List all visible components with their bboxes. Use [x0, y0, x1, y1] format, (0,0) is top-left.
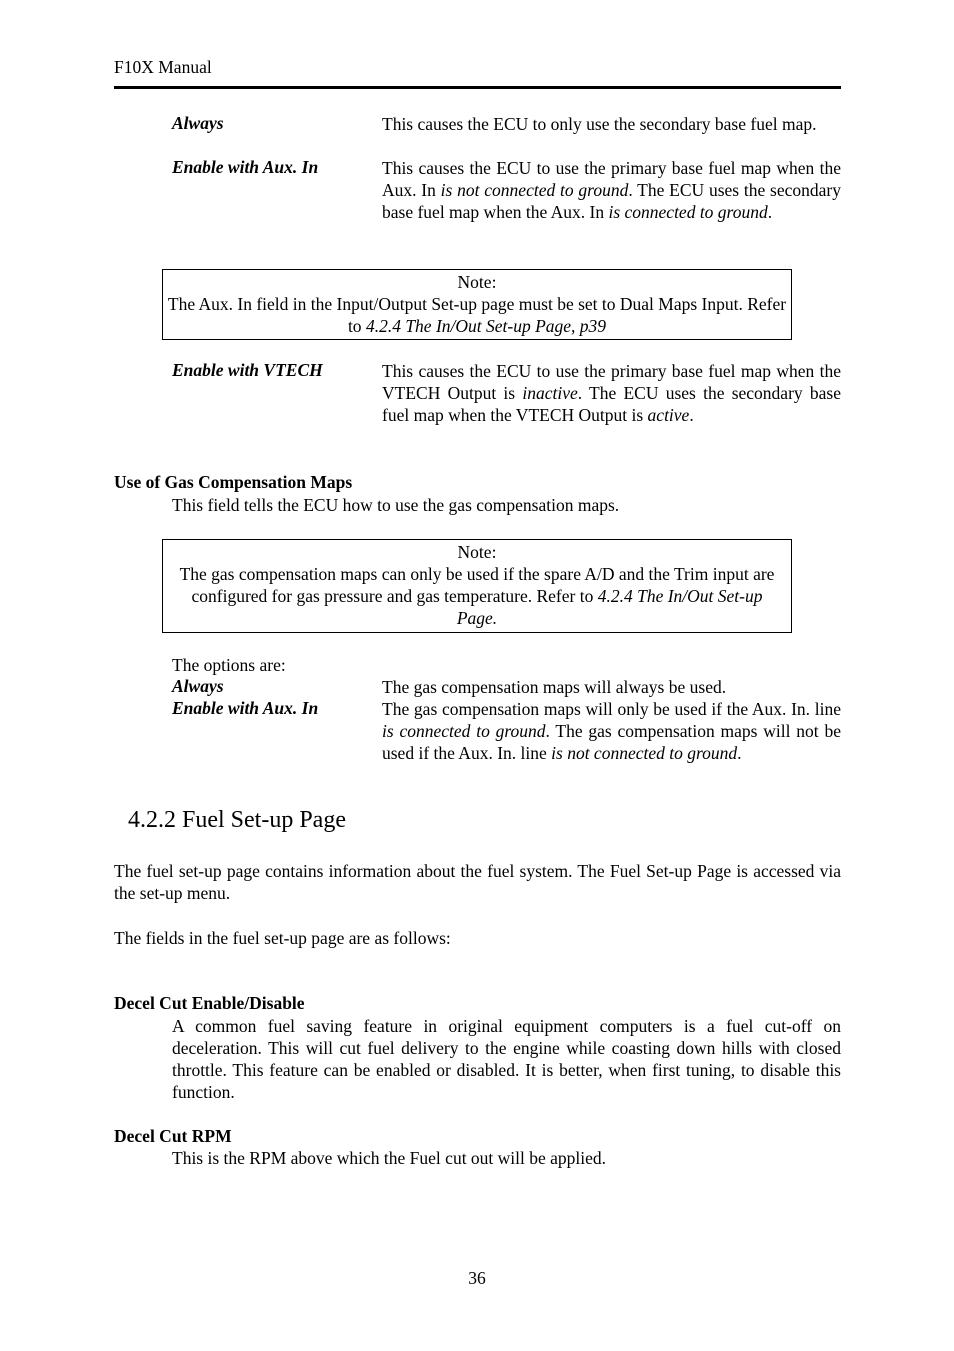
note-label: Note: [457, 542, 497, 562]
option-desc-always: The gas compensation maps will always be used. [382, 677, 727, 697]
term-enable-aux: Enable with Aux. In [172, 157, 319, 177]
header-rule [114, 86, 841, 89]
gas-intro: This field tells the ECU how to use the gas compensation maps. [172, 495, 620, 515]
decel-cut-heading: Decel Cut Enable/Disable [114, 993, 305, 1013]
note-text: The Aux. In field in the Input/Output Set-up page must be set to Dual Maps Input. Refer to 4.2.4 The In/Out Set-up Page, p39 [167, 294, 787, 336]
decel-cut-text: A common fuel saving feature in original equipment computers is a fuel cut-off on deceleration. This will cut fuel delivery to the engine while coasting down hills with closed throttle. This feature can be enabled or disabled. It is better, when first tuning, to disable this function. [172, 1016, 841, 1102]
note-label: Note: [457, 272, 497, 292]
decel-rpm-text: This is the RPM above which the Fuel cut out will be applied. [172, 1148, 607, 1168]
gas-heading: Use of Gas Compensation Maps [114, 472, 353, 492]
desc-enable-aux: This causes the ECU to use the primary base fuel map when the Aux. In is not connected to ground. The ECU uses the secondary base fuel map when the Aux. In is connected to ground. [382, 158, 841, 222]
running-header: F10X Manual [114, 57, 212, 77]
option-desc-enable-aux: The gas compensation maps will only be used if the Aux. In. line is connected to ground. The gas compensation maps will not be used if the Aux. In. line is not connected to ground. [382, 699, 841, 763]
desc-always: This causes the ECU to only use the secondary base fuel map. [382, 114, 817, 134]
section-title: 4.2.2 Fuel Set-up Page [128, 807, 346, 833]
option-term-enable-aux: Enable with Aux. In [172, 698, 319, 718]
note-box-gas [162, 539, 792, 633]
term-enable-vtech: Enable with VTECH [172, 360, 323, 380]
options-intro: The options are: [172, 655, 286, 675]
option-term-always: Always [172, 676, 224, 696]
desc-enable-vtech: This causes the ECU to use the primary base fuel map when the VTECH Output is inactive. The ECU uses the secondary base fuel map when the VTECH Output is active. [382, 361, 841, 425]
decel-rpm-heading: Decel Cut RPM [114, 1126, 232, 1146]
section-para-1: The fuel set-up page contains information about the fuel system. The Fuel Set-up Page is accessed via the set-up menu. [114, 861, 841, 903]
term-always: Always [172, 113, 224, 133]
note-box-aux [162, 269, 792, 340]
note-text: The gas compensation maps can only be used if the spare A/D and the Trim input are configured for gas pressure and gas temperature. Refer to 4.2.4 The In/Out Set-up Page. [179, 564, 775, 628]
section-para-2: The fields in the fuel set-up page are as follows: [114, 928, 451, 948]
page-number: 36 [468, 1268, 486, 1288]
